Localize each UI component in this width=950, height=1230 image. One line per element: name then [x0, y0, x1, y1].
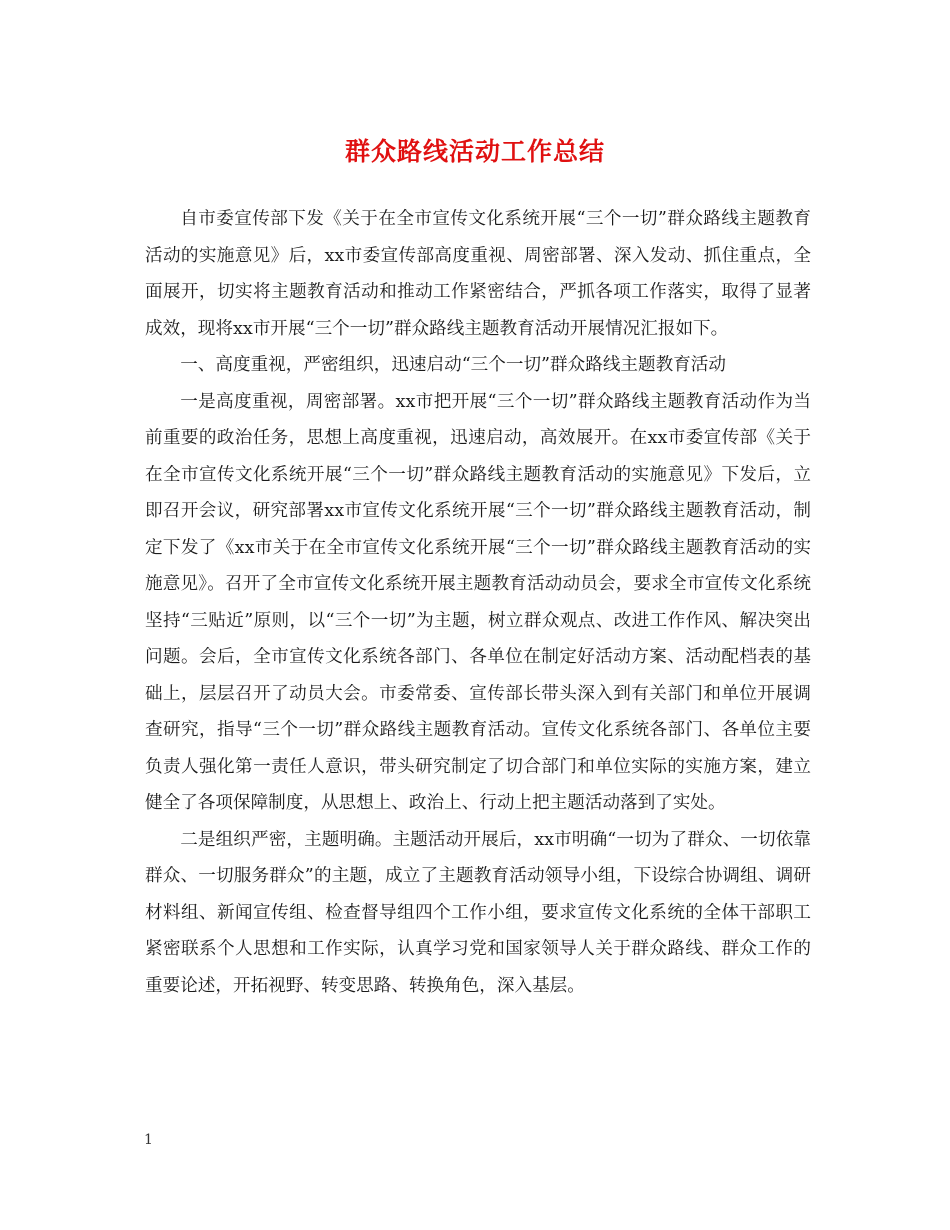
- document-title: 群众路线活动工作总结: [344, 137, 605, 166]
- document-body: [145, 201, 811, 1004]
- paragraph-point-2: 二是组织严密，主题明确。主题活动开展后，xx市明确“一切为了群众、一切依靠群众、一切服务群众”的主题，成立了主题教育活动领导小组，下设综合协调组、调研材料组、新闻宣传组、检查督导组四个工作小组，要求宣传文化系统的全体干部职工紧密联系个人思想和工作实际，认真学习党和国家领导人关于群众路线、群众工作的重要论述，开拓视野、转变思路、转换角色，深入基层。: [145, 829, 811, 996]
- paragraph-intro: 自市委宣传部下发《关于在全市宣传文化系统开展“三个一切”群众路线主题教育活动的实施意见》后，xx市委宣传部高度重视、周密部署、深入发动、抓住重点，全面展开，切实将主题教育活动和推动工作紧密结合，严抓各项工作落实，取得了显著成效，现将xx市开展“三个一切”群众路线主题教育活动开展情况汇报如下。: [145, 209, 811, 339]
- page-number: 1: [144, 1132, 153, 1148]
- paragraph-point-1: 一是高度重视，周密部署。xx市把开展“三个一切”群众路线主题教育活动作为当前重要的政治任务，思想上高度重视，迅速启动，高效展开。在xx市委宣传部《关于在全市宣传文化系统开展“三个一切”群众路线主题教育活动的实施意见》下发后，立即召开会议，研究部署xx市宣传文化系统开展“三个一切”群众路线主题教育活动，制定下发了《xx市关于在全市宣传文化系统开展“三个一切”群众路线主题教育活动的实施意见》。召开了全市宣传文化系统开展主题教育活动动员会，要求全市宣传文化系统坚持“三贴近”原则，以“三个一切”为主题，树立群众观点、改进工作作风、解决突出问题。会后，全市宣传文化系统各部门、各单位在制定好活动方案、活动配档表的基础上，层层召开了动员大会。市委常委、宣传部长带头深入到有关部门和单位开展调查研究，指导“三个一切”群众路线主题教育活动。宣传文化系统各部门、各单位主要负责人强化第一责任人意识，带头研究制定了切合部门和单位实际的实施方案，建立健全了各项保障制度，从思想上、政治上、行动上把主题活动落到了实处。: [145, 391, 811, 813]
- section-heading-1: 一、高度重视，严密组织，迅速启动“三个一切”群众路线主题教育活动: [180, 355, 726, 375]
